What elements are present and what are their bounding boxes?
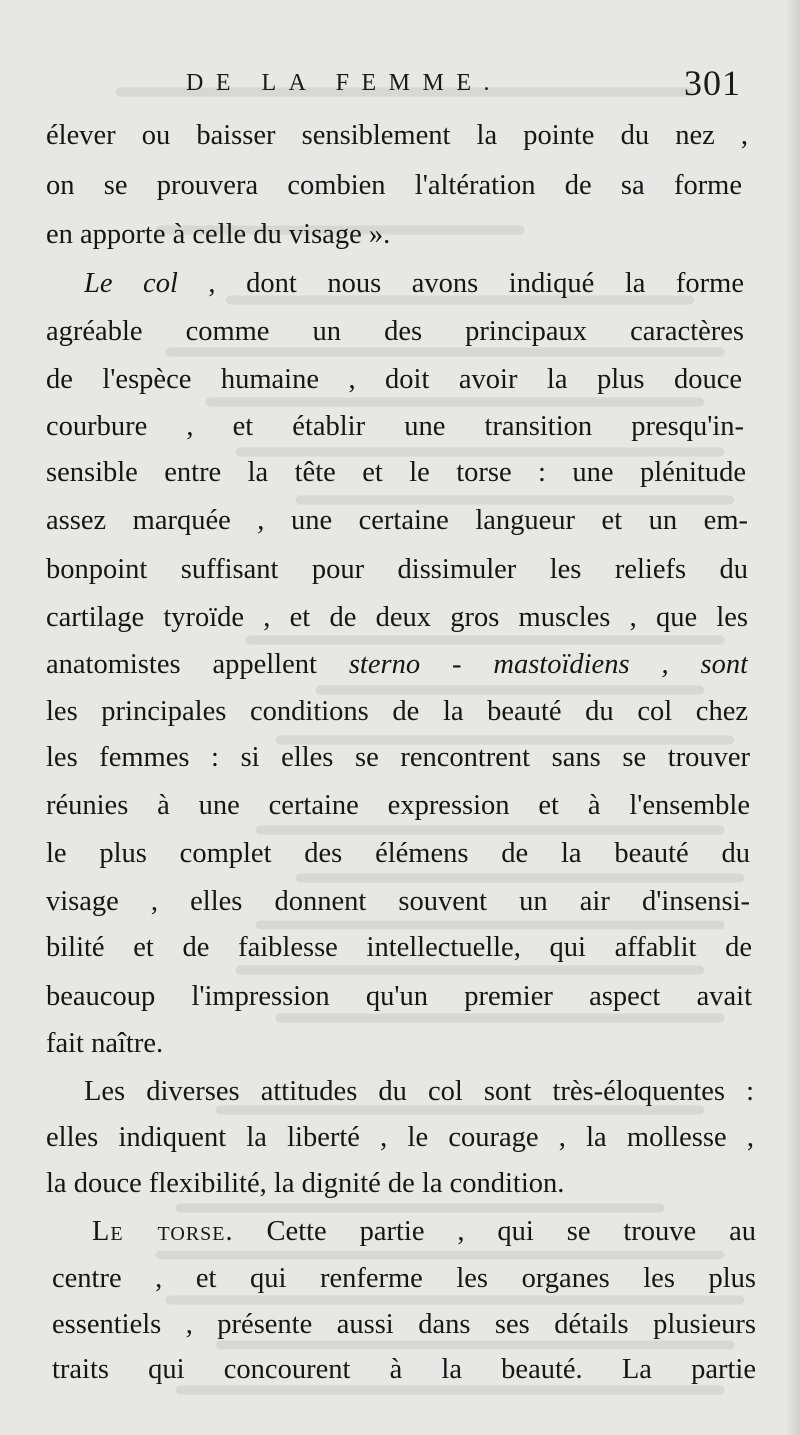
text-line: la douce flexibilité, la dignité de la condition. bbox=[46, 1168, 565, 1199]
text-line: les femmes : si elles se rencontrent sans se trouver bbox=[46, 742, 750, 773]
emphasis-text: Le col bbox=[84, 268, 178, 299]
text-line: beaucoup l'impression qu'un premier aspect avait bbox=[46, 981, 752, 1012]
emphasis-text: sterno - mastoïdiens , sont bbox=[348, 649, 748, 680]
text-line: on se prouvera combien l'altération de sa forme bbox=[46, 170, 742, 201]
text-line: traits qui concourent à la beauté. La partie bbox=[52, 1354, 756, 1385]
text-line: visage , elles donnent souvent un air d'insensi- bbox=[46, 886, 750, 917]
text-line: assez marquée , une certaine langueur et un em- bbox=[46, 505, 748, 536]
text-line bbox=[46, 643, 748, 687]
text-line: fait naître. bbox=[46, 1028, 164, 1059]
page-number: 301 bbox=[684, 63, 741, 103]
text-line: sensible entre la tête et le torse : une plénitude bbox=[46, 457, 746, 488]
text-line: elles indiquent la liberté , le courage , la mollesse , bbox=[46, 1122, 754, 1153]
line-text: anatomistes appellent bbox=[46, 649, 349, 680]
line-text: Cette partie , qui se trouve au bbox=[233, 1216, 756, 1247]
text-line: centre , et qui renferme les organes les plus bbox=[52, 1263, 756, 1294]
text-line: élever ou baisser sensiblement la pointe du nez , bbox=[46, 120, 748, 151]
text-line: essentiels , présente aussi dans ses détails plusieurs bbox=[52, 1309, 756, 1340]
text-line: réunies à une certaine expression et à l'ensemble bbox=[46, 790, 750, 821]
text-line: le plus complet des élémens de la beauté du bbox=[46, 838, 750, 869]
text-line: en apporte à celle du visage ». bbox=[46, 219, 391, 250]
section-heading: Le torse. bbox=[92, 1216, 234, 1247]
text-line: bilité et de faiblesse intellectuelle, qui affablit de bbox=[46, 932, 752, 963]
running-title: DE LA FEMME. bbox=[186, 70, 503, 96]
text-line: de l'espèce humaine , doit avoir la plus douce bbox=[46, 364, 742, 395]
text-line: bonpoint suffisant pour dissimuler les reliefs du bbox=[46, 554, 748, 585]
text-line: courbure , et établir une transition presqu'in- bbox=[46, 411, 744, 442]
text-line: cartilage tyroïde , et de deux gros muscles , que les bbox=[46, 602, 748, 633]
text-line: agréable comme un des principaux caractères bbox=[46, 316, 744, 347]
line-text: , dont nous avons indiqué la forme bbox=[177, 268, 744, 299]
text-line: Les diverses attitudes du col sont très-éloquentes : bbox=[84, 1076, 754, 1107]
text-line: les principales conditions de la beauté du col chez bbox=[46, 696, 748, 727]
text-line bbox=[92, 1210, 756, 1254]
text-line bbox=[84, 262, 744, 306]
